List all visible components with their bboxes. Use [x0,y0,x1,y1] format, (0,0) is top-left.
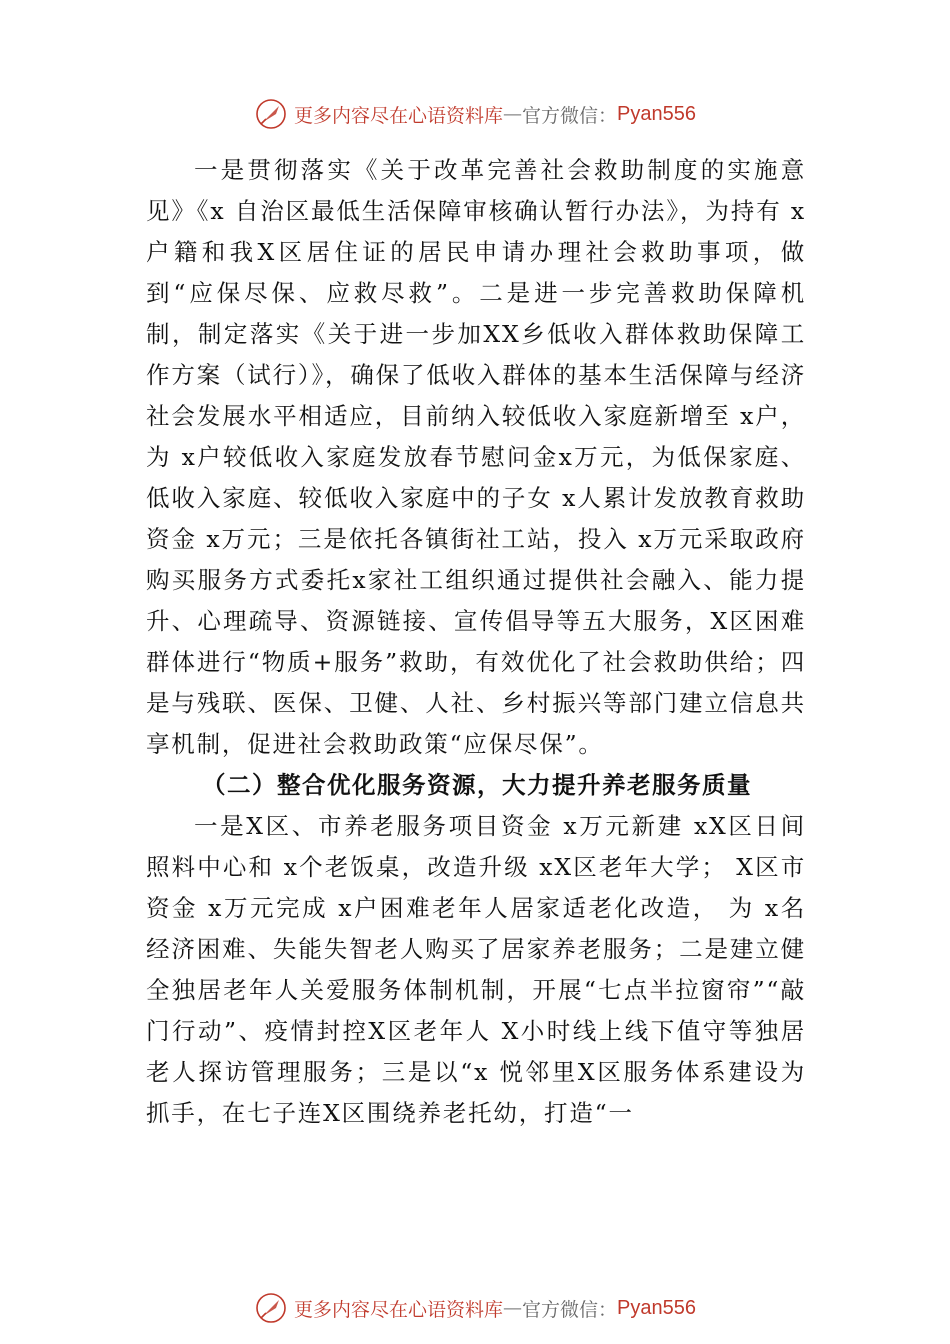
watermark-wechat-id: Pyan556 [617,102,696,125]
watermark-wechat-label: 官方微信： [522,104,618,127]
section-heading-elderly-care: （二）整合优化服务资源，大力提升养老服务质量 [202,771,752,799]
watermark-title: 更多内容尽在心语资料库 [294,1298,504,1321]
watermark-header [0,94,950,134]
watermark-footer [0,1288,950,1328]
watermark-wechat-id: Pyan556 [617,1296,696,1319]
quill-logo-icon [254,97,288,131]
paragraph-social-assistance: 一是贯彻落实《关于改革完善社会救助制度的实施意见》《x 自治区最低生活保障审核确认暂行办法》，为持有 x户籍和我X区居住证的居民申请办理社会救助事项，做到“应保尽保、应救尽救”。二是进一步完善救助保障机制，制定落实《关于进一步加XX乡低收入群体救助保障工作方案（试行）》，确保了低收入群体的基本生活保障与经济社会发展水平相适应，目前纳入较低收入家庭新增至 x户，为 x户较低收入家庭发放春节慰问金x万元，为低保家庭、低收入家庭、较低收入家庭中的子女 x人累计发放教育救助资金 x万元；三是依托各镇街社工站，投入 x万元采取政府购买服务方式委托x家社工组织通过提供社会融入、能力提升、心理疏导、资源链接、宣传倡导等五大服务，X区困难群体进行“物质+服务”救助，有效优化了社会救助供给；四是与残联、医保、卫健、人社、乡村振兴等部门建立信息共享机制，促进社会救助政策“应保尽保”。 [146,156,806,758]
paragraph-elderly-care: 一是X区、市养老服务项目资金 x万元新建 xX区日间照料中心和 x个老饭桌，改造升级 xX区老年大学； X区市资金 x万元完成 x户困难老年人居家适老化改造， 为 x名经济困难、失能失智老人购买了居家养老服务；二是建立健全独居老年人关爱服务体制机制，开展“七点半拉窗帘”“敲门行动”、疫情封控X区老年人 X小时线上线下值守等独居老人探访管理服务；三是以“x 悦邻里X区服务体系建设为抓手，在七子连X区围绕养老托幼，打造“一 [146,812,807,1127]
watermark-dash: — [503,103,523,125]
watermark-wechat-label: 官方微信： [522,1298,618,1321]
watermark-dash: — [503,1297,523,1319]
quill-logo-icon [254,1291,288,1325]
document-body [146,150,806,1134]
watermark-title: 更多内容尽在心语资料库 [294,104,504,127]
